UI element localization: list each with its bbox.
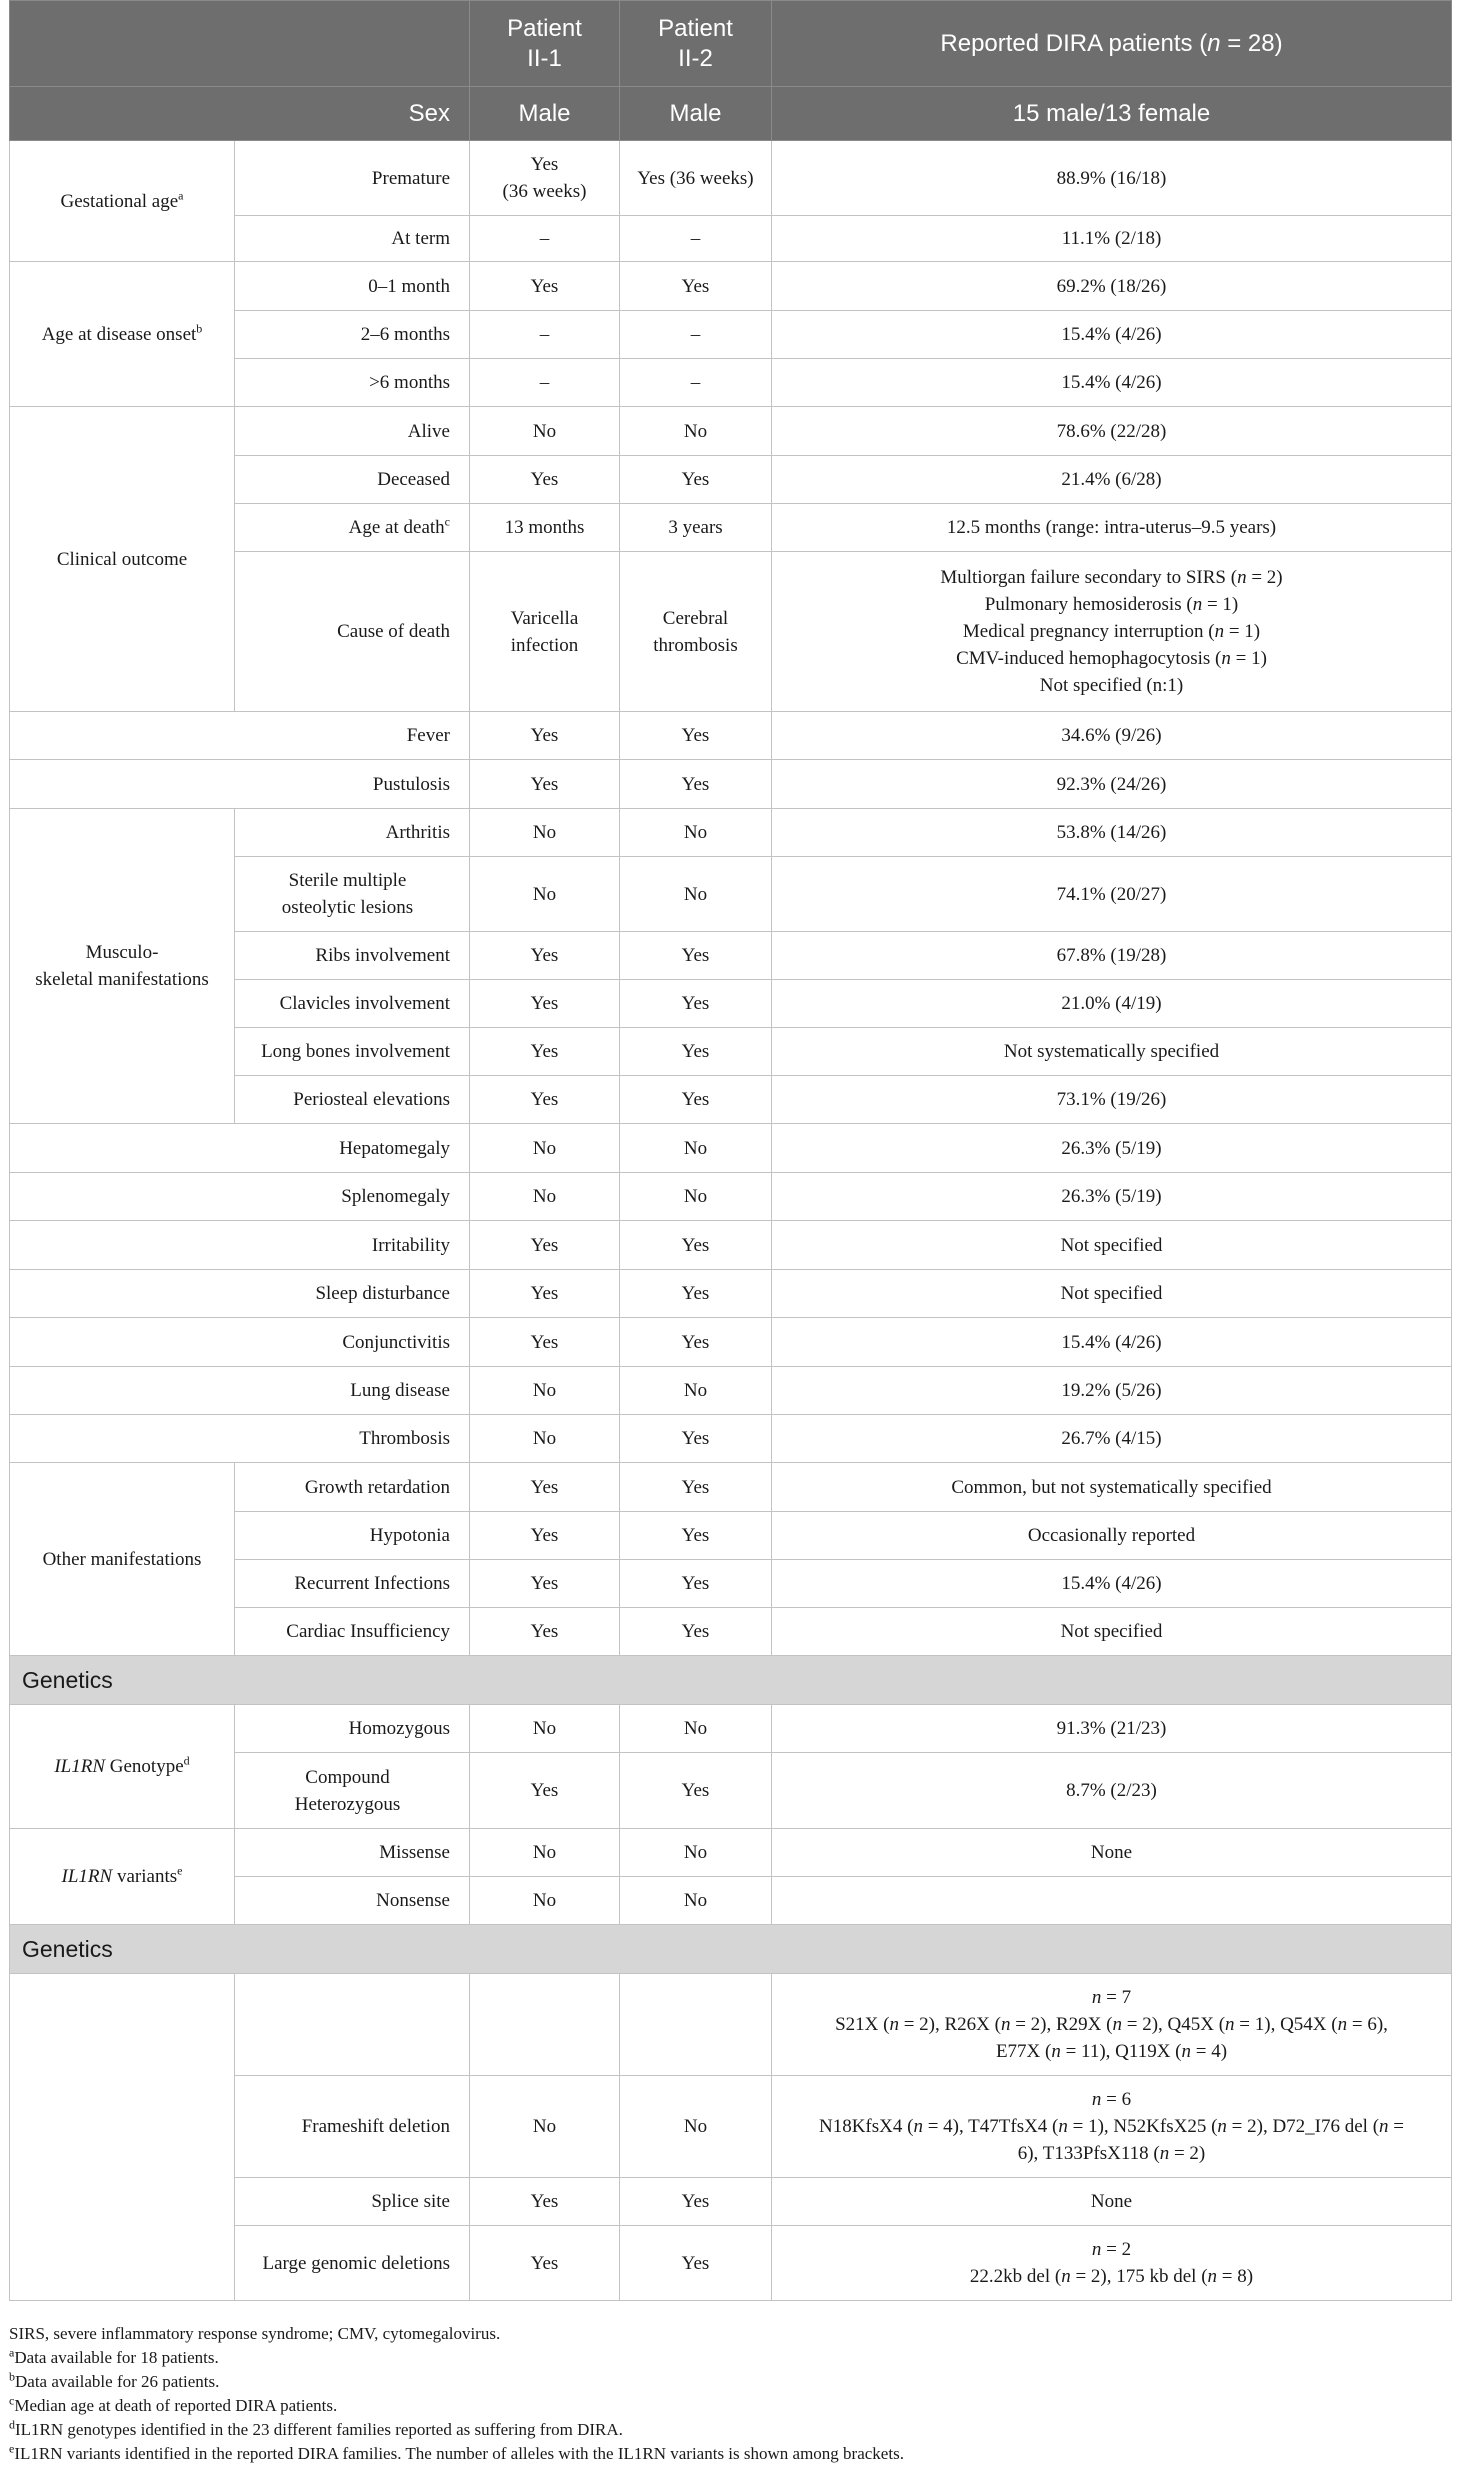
row-label: Recurrent Infections (235, 1560, 470, 1608)
row-label: Sleep disturbance (10, 1270, 470, 1318)
reported-value: 53.8% (14/26) (772, 809, 1452, 857)
patient-1-value: No (470, 857, 620, 932)
reported-value: 8.7% (2/23) (772, 1753, 1452, 1829)
row-label: Arthritis (235, 809, 470, 857)
reported-value: 73.1% (19/26) (772, 1076, 1452, 1124)
dira-comparison-table (9, 0, 1452, 2301)
patient-2-value: Yes (620, 932, 772, 980)
reported-value (772, 2226, 1452, 2301)
reported-value: 11.1% (2/18) (772, 216, 1452, 262)
patient-2-value: No (620, 857, 772, 932)
reported-value: 26.3% (5/19) (772, 1124, 1452, 1173)
patient-1-value: Yes (470, 1463, 620, 1512)
patient-1-value (470, 1974, 620, 2076)
patient-1-value: Yes (470, 1028, 620, 1076)
patient-2-value: Yes (620, 980, 772, 1028)
reported-value: 78.6% (22/28) (772, 407, 1452, 456)
table-row (10, 760, 1452, 809)
group-il1rn-variants: IL1RN variants$^e$ (10, 1829, 235, 1925)
reported-value: 67.8% (19/28) (772, 932, 1452, 980)
row-label: Missense (235, 1829, 470, 1877)
row-label: Cause of death (235, 552, 470, 712)
reported-value: 21.0% (4/19) (772, 980, 1452, 1028)
reported-value: 88.9% (16/18) (772, 141, 1452, 216)
reported-value (772, 552, 1452, 712)
row-label: Long bones involvement (235, 1028, 470, 1076)
row-label: Ribs involvement (235, 932, 470, 980)
patient-1-value: Yes (470, 1512, 620, 1560)
patient-1-value: Yes (470, 932, 620, 980)
mutation-count: n = 2 (1091, 2239, 1132, 2260)
row-label: Growth retardation (235, 1463, 470, 1512)
row-label: Thrombosis (10, 1415, 470, 1463)
patient-2-value: Cerebral thrombosis (620, 552, 772, 712)
footnote: $^d$IL1RN genotypes identified in the 23 different families reported as suffering from DIRA. (9, 2417, 623, 2439)
patient-1-value: Yes (470, 1608, 620, 1656)
row-label: Splenomegaly (10, 1173, 470, 1221)
reported-value: 12.5 months (range: intra-uterus–9.5 years) (772, 504, 1452, 552)
row-label: Hepatomegaly (10, 1124, 470, 1173)
row-label: Sterile multiple osteolytic lesions (235, 857, 470, 932)
reported-value: Not specified (772, 1221, 1452, 1270)
footnote-abbreviations: SIRS, severe inflammatory response syndrome; CMV, cytomegalovirus. (9, 2324, 501, 2343)
patient-1-value: Yes (470, 1318, 620, 1367)
patient-2-value: No (620, 1877, 772, 1925)
patient-2-value: No (620, 1367, 772, 1415)
patient-2-value: Yes (620, 1270, 772, 1318)
table-row (10, 1829, 1452, 1877)
row-label: Compound Heterozygous (235, 1753, 470, 1829)
patient-1-value: Yes (470, 456, 620, 504)
row-label: Conjunctivitis (10, 1318, 470, 1367)
patient-2-value: No (620, 1829, 772, 1877)
patient-2-value: – (620, 359, 772, 407)
patient-1-value: No (470, 1829, 620, 1877)
patient-1-value: Varicella infection (470, 552, 620, 712)
row-label: Hypotonia (235, 1512, 470, 1560)
mutation-count: n = 6 (1091, 2089, 1132, 2110)
patient-1-value: – (470, 311, 620, 359)
reported-value: Occasionally reported (772, 1512, 1452, 1560)
reported-value: 19.2% (5/26) (772, 1367, 1452, 1415)
patient-2-value: Yes (620, 1512, 772, 1560)
patient-2-value: Yes (620, 1221, 772, 1270)
reported-value: 34.6% (9/26) (772, 712, 1452, 760)
table-row (10, 1270, 1452, 1318)
sex-reported: 15 male/13 female (772, 87, 1452, 141)
sex-patient-1: Male (470, 87, 620, 141)
table-row (10, 1415, 1452, 1463)
patient-2-value: No (620, 1173, 772, 1221)
row-label: 2–6 months (235, 311, 470, 359)
reported-value: 91.3% (21/23) (772, 1705, 1452, 1753)
reported-value: Not systematically specified (772, 1028, 1452, 1076)
patient-2-value: – (620, 216, 772, 262)
group-other-manifestations: Other manifestations (10, 1463, 235, 1656)
section-title: Genetics (10, 1925, 1452, 1974)
patient-1-value: No (470, 2076, 620, 2178)
reported-value (772, 1974, 1452, 2076)
mutation-detail: 22.2kb del (n = 2), 175 kb del (n = 8) (969, 2266, 1254, 2287)
patient-1-value: No (470, 1877, 620, 1925)
patient-1-value: No (470, 1415, 620, 1463)
table-row (10, 1705, 1452, 1753)
table-row (10, 712, 1452, 760)
patient-2-value: No (620, 2076, 772, 2178)
header-corner (10, 1, 470, 87)
sex-label: Sex (10, 87, 470, 141)
footnote: $^c$Median age at death of reported DIRA patients. (9, 2393, 338, 2415)
patient-1-value: Yes (470, 712, 620, 760)
reported-value: 15.4% (4/26) (772, 1560, 1452, 1608)
patient-1-value: No (470, 1705, 620, 1753)
row-label: Premature (235, 141, 470, 216)
table-row (10, 1124, 1452, 1173)
header-patient-1 (470, 1, 620, 87)
patient-2-value: No (620, 407, 772, 456)
group-gestational-age: Gestational age$^a$ (10, 141, 235, 262)
row-label: Lung disease (10, 1367, 470, 1415)
cause-line: Multiorgan failure secondary to SIRS (n = 2) (940, 567, 1283, 588)
reported-value: Common, but not systematically specified (772, 1463, 1452, 1512)
mutation-detail: S21X (n = 2), R26X (n = 2), R29X (n = 2), Q45X (n = 1), Q54X (n = 6), E77X (n = 11), Q119X (n = 4) (835, 2014, 1388, 2062)
table-row (10, 809, 1452, 857)
patient-1-value: Yes (470, 1076, 620, 1124)
row-label: Clavicles involvement (235, 980, 470, 1028)
patient-2-value: Yes (36 weeks) (620, 141, 772, 216)
patient-2-value: Yes (620, 456, 772, 504)
group-musculoskeletal: Musculo- skeletal manifestations (10, 809, 235, 1124)
patient-2-value: No (620, 809, 772, 857)
reported-value: 69.2% (18/26) (772, 262, 1452, 311)
row-label (235, 1974, 470, 2076)
patient-2-value: Yes (620, 1463, 772, 1512)
footnote: $^b$Data available for 26 patients. (9, 2369, 220, 2391)
reported-value: 26.3% (5/19) (772, 1173, 1452, 1221)
sex-row (10, 87, 1452, 141)
table-row (10, 262, 1452, 311)
sex-patient-2: Male (620, 87, 772, 141)
row-label: >6 months (235, 359, 470, 407)
header-patient-1-label: Patient II-1 (507, 14, 582, 72)
row-label: Nonsense (235, 1877, 470, 1925)
table-row (10, 141, 1452, 216)
patient-1-value: Yes (470, 2226, 620, 2301)
row-label: At term (235, 216, 470, 262)
patient-2-value: Yes (620, 760, 772, 809)
row-label: Irritability (10, 1221, 470, 1270)
patient-1-value: Yes (470, 1221, 620, 1270)
reported-value (772, 1877, 1452, 1925)
patient-2-value: – (620, 311, 772, 359)
group-age-at-onset: Age at disease onset$^b$ (10, 262, 235, 407)
row-label: 0–1 month (235, 262, 470, 311)
section-title: Genetics (10, 1656, 1452, 1705)
reported-value: 74.1% (20/27) (772, 857, 1452, 932)
row-label: Deceased (235, 456, 470, 504)
patient-1-value: No (470, 809, 620, 857)
cause-line: Not specified (n:1) (1039, 675, 1184, 696)
patient-1-value: No (470, 1124, 620, 1173)
reported-value: 21.4% (6/28) (772, 456, 1452, 504)
group-empty (10, 1974, 235, 2301)
patient-1-value: – (470, 216, 620, 262)
reported-value: None (772, 1829, 1452, 1877)
cause-line: Pulmonary hemosiderosis (n = 1) (984, 594, 1239, 615)
patient-1-value: No (470, 1173, 620, 1221)
footnote: $^a$Data available for 18 patients. (9, 2345, 219, 2367)
patient-2-value: Yes (620, 1028, 772, 1076)
row-label: Homozygous (235, 1705, 470, 1753)
patient-1-value: No (470, 407, 620, 456)
header-patient-2-label: Patient II-2 (658, 14, 733, 72)
patient-2-value: Yes (620, 1318, 772, 1367)
patient-1-value: Yes (36 weeks) (470, 141, 620, 216)
patient-1-value: Yes (470, 1753, 620, 1829)
row-label: Pustulosis (10, 760, 470, 809)
reported-value: 15.4% (4/26) (772, 359, 1452, 407)
patient-1-value: Yes (470, 1560, 620, 1608)
patient-1-value: Yes (470, 2178, 620, 2226)
patient-2-value: Yes (620, 1076, 772, 1124)
section-genetics (10, 1656, 1452, 1705)
patient-2-value: 3 years (620, 504, 772, 552)
patient-2-value: Yes (620, 1560, 772, 1608)
header-row (10, 1, 1452, 87)
mutation-count: n = 7 (1091, 1987, 1132, 2008)
group-il1rn-genotype: IL1RN Genotype$^d$ (10, 1705, 235, 1829)
patient-2-value: Yes (620, 1415, 772, 1463)
patient-1-value: – (470, 359, 620, 407)
patient-2-value: Yes (620, 262, 772, 311)
patient-2-value: Yes (620, 2178, 772, 2226)
row-label: Age at death$^c$ (235, 504, 470, 552)
cause-line: CMV-induced hemophagocytosis (n = 1) (956, 648, 1267, 669)
footnote: $^e$IL1RN variants identified in the reported DIRA families. The number of alleles with the IL1RN variants is shown among brackets. (9, 2441, 904, 2463)
patient-2-value: Yes (620, 1608, 772, 1656)
cause-line: Medical pregnancy interruption (n = 1) (962, 621, 1261, 642)
reported-value: 15.4% (4/26) (772, 1318, 1452, 1367)
header-reported: Reported DIRA patients (n = 28) (772, 1, 1452, 87)
reported-value: 92.3% (24/26) (772, 760, 1452, 809)
patient-1-value: 13 months (470, 504, 620, 552)
patient-1-value: Yes (470, 760, 620, 809)
header-patient-2 (620, 1, 772, 87)
reported-value: 26.7% (4/15) (772, 1415, 1452, 1463)
table-row (10, 1974, 1452, 2076)
row-label: Cardiac Insufficiency (235, 1608, 470, 1656)
reported-value: None (772, 2178, 1452, 2226)
table-row (10, 1221, 1452, 1270)
patient-2-value: Yes (620, 2226, 772, 2301)
patient-2-value: Yes (620, 712, 772, 760)
row-label: Fever (10, 712, 470, 760)
footnotes (9, 2322, 904, 2466)
section-genetics (10, 1925, 1452, 1974)
mutation-detail: N18KfsX4 (n = 4), T47TfsX4 (n = 1), N52KfsX25 (n = 2), D72_I76 del (n = 6), T133PfsX118 (n = 2) (818, 2116, 1405, 2164)
patient-1-value: Yes (470, 262, 620, 311)
group-clinical-outcome: Clinical outcome (10, 407, 235, 712)
table-row (10, 1367, 1452, 1415)
reported-value: 15.4% (4/26) (772, 311, 1452, 359)
patient-1-value: Yes (470, 1270, 620, 1318)
patient-1-value: No (470, 1367, 620, 1415)
patient-2-value: Yes (620, 1753, 772, 1829)
table-row (10, 1173, 1452, 1221)
row-label: Frameshift deletion (235, 2076, 470, 2178)
table-row (10, 1318, 1452, 1367)
row-label: Periosteal elevations (235, 1076, 470, 1124)
patient-2-value (620, 1974, 772, 2076)
patient-2-value: No (620, 1124, 772, 1173)
patient-1-value: Yes (470, 980, 620, 1028)
reported-value (772, 2076, 1452, 2178)
reported-value: Not specified (772, 1608, 1452, 1656)
row-label: Splice site (235, 2178, 470, 2226)
row-label: Alive (235, 407, 470, 456)
patient-2-value: No (620, 1705, 772, 1753)
table-row (10, 407, 1452, 456)
row-label: Large genomic deletions (235, 2226, 470, 2301)
table-row (10, 1463, 1452, 1512)
reported-value: Not specified (772, 1270, 1452, 1318)
